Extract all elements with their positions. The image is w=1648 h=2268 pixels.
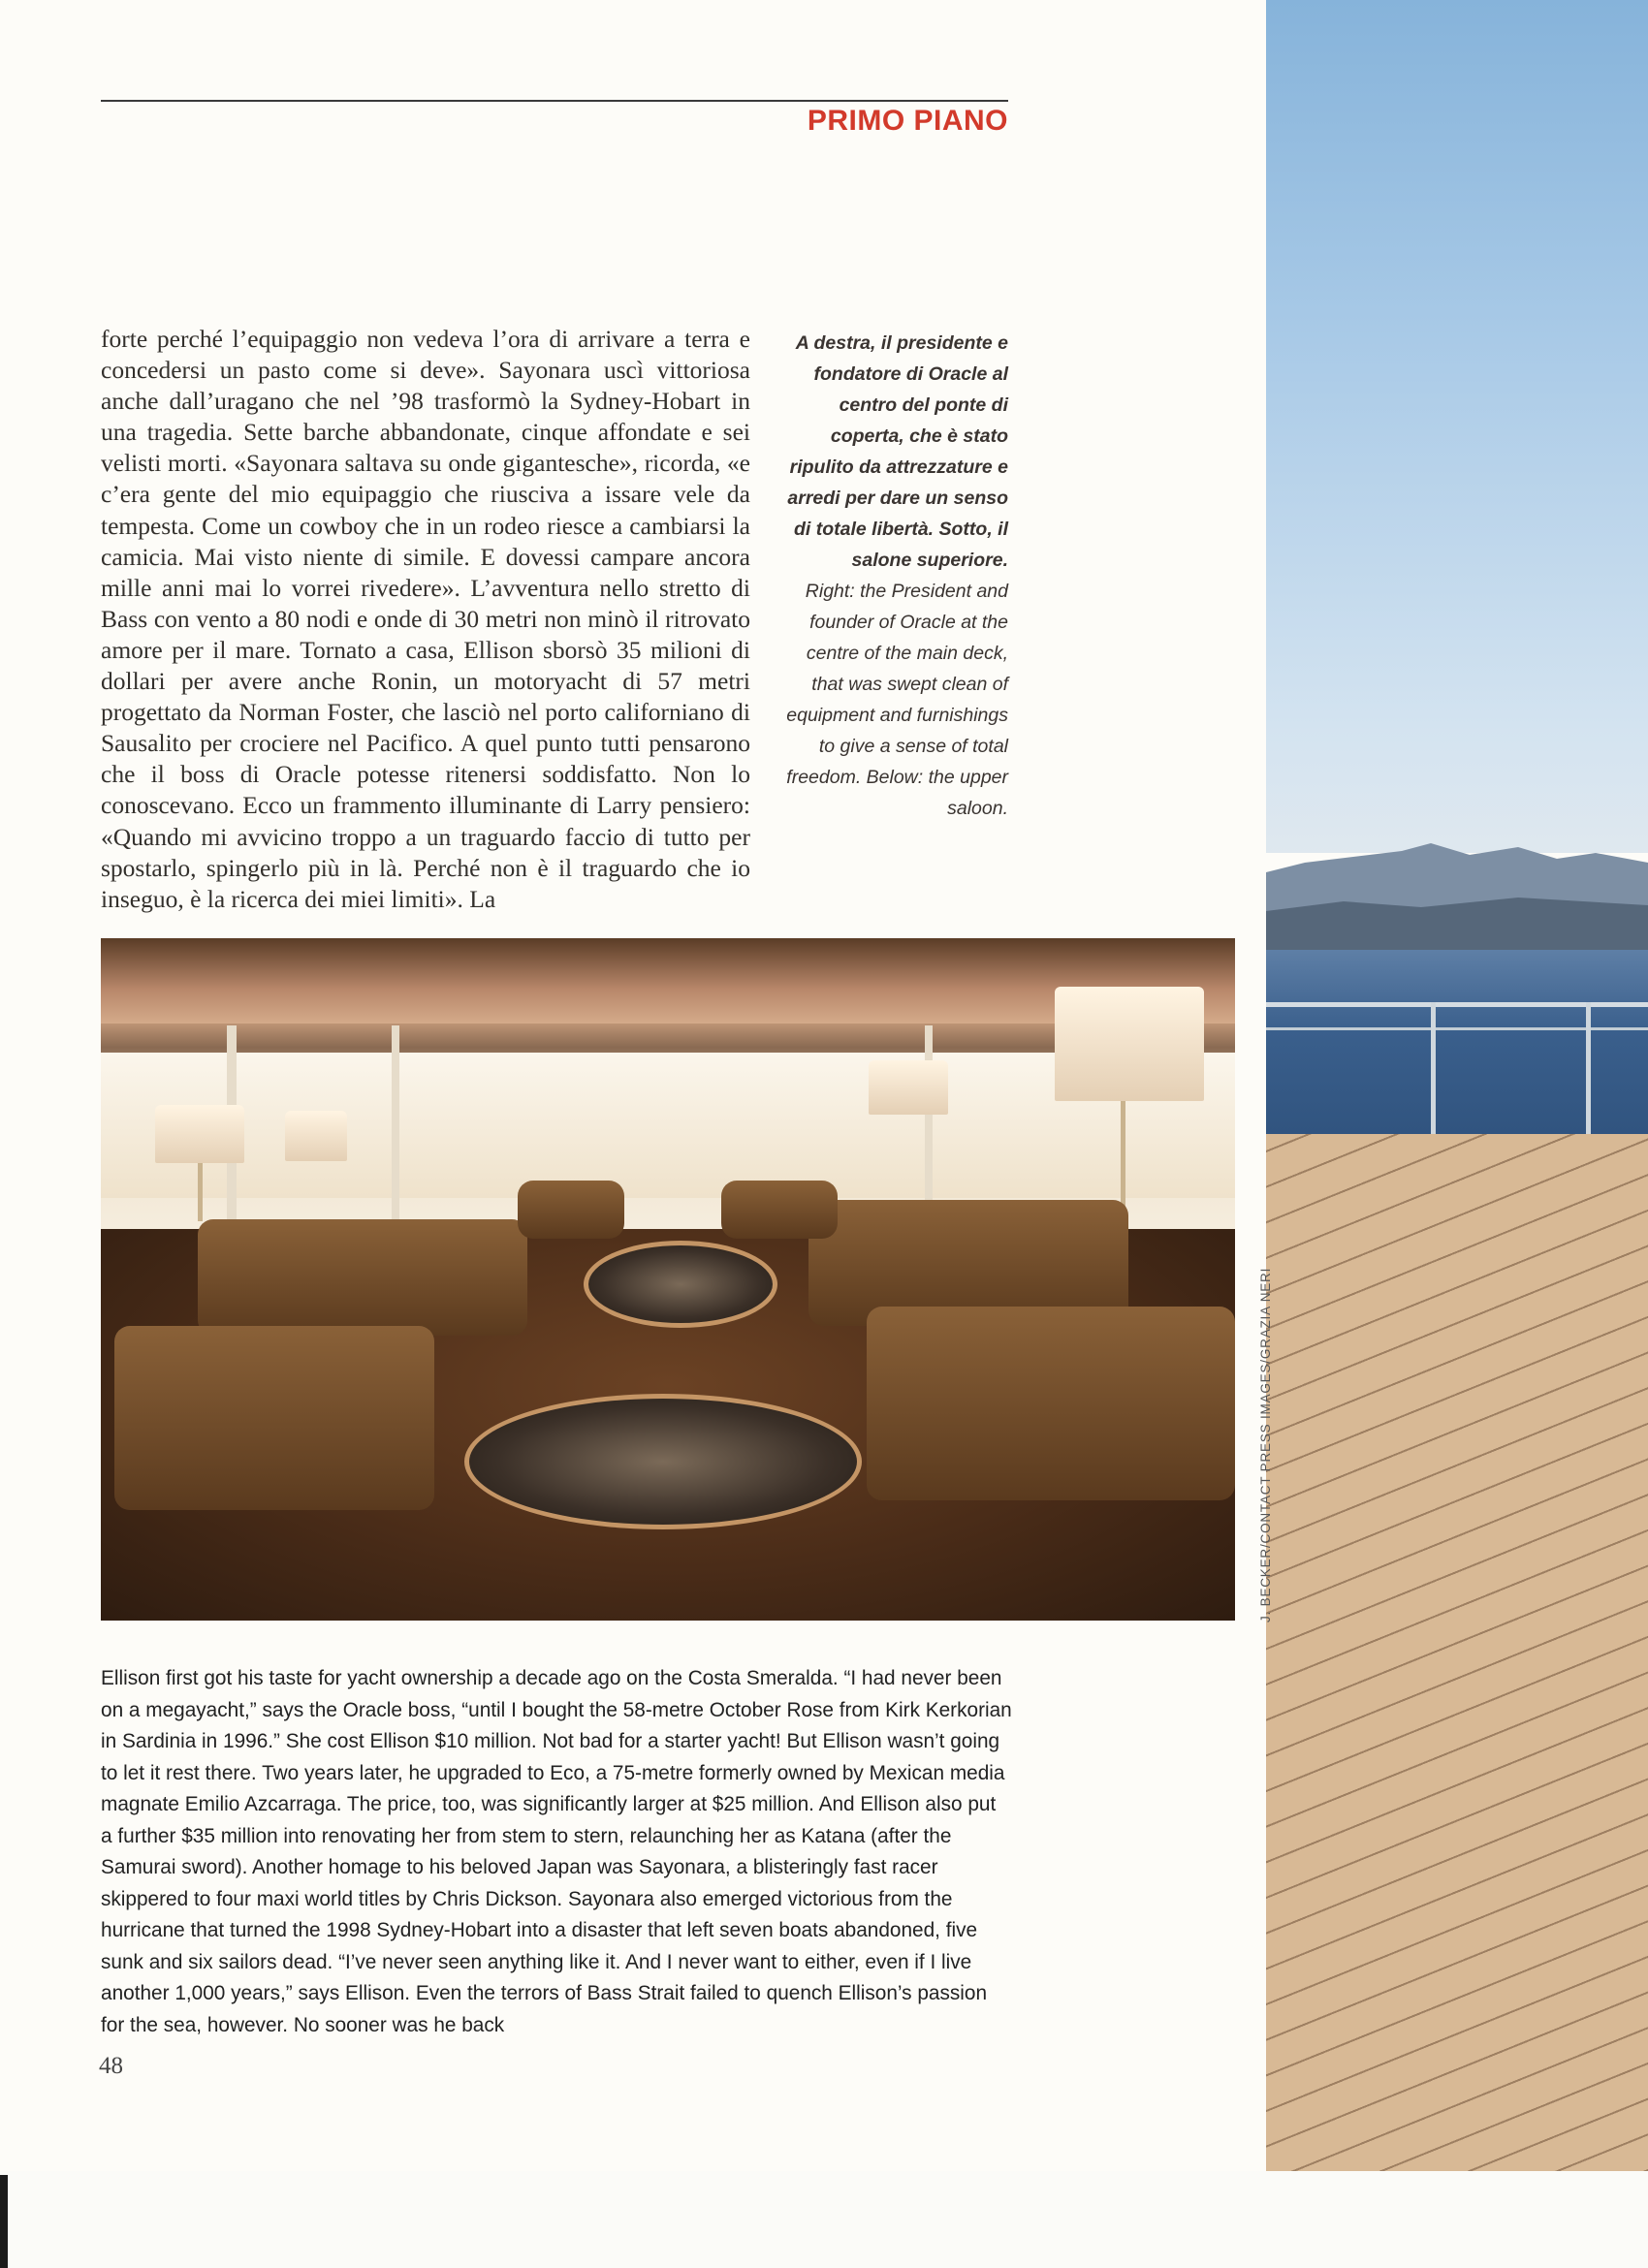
page-number: 48 bbox=[99, 2053, 123, 2079]
bottom-margin bbox=[0, 2171, 1648, 2268]
section-label: PRIMO PIANO bbox=[807, 105, 1008, 137]
photo-credit: J. BECKER/CONTACT PRESS IMAGES/GRAZIA NERI bbox=[1258, 1267, 1273, 1622]
scan-edge-mark bbox=[0, 2175, 8, 2268]
caption-italian: A destra, il presidente e fondatore di Oracle al centro del ponte di coperta, che è stato ripulito da attrezzature e arredi per dare un senso di totale libertà. Sotto, il salone superiore. bbox=[787, 332, 1008, 571]
header-rule bbox=[101, 100, 1008, 102]
caption-english: Right: the President and founder of Oracle at the centre of the main deck, that was swept clean of equipment and furnishings to give a sense of total freedom. Below: the upper saloon. bbox=[786, 581, 1008, 819]
italian-paragraph: forte perché l’equipaggio non vedeva l’ora di arrivare a terra e concedersi un pasto come si deve». Sayonara uscì vittoriosa anche dall’uragano che nel ’98 trasformò la Sydney-Hobart in una tragedia. Sette barche abbandonate, cinque affondate e sei velisti morti. «Sayonara saltava su onde gigantesche», ricorda, «e c’era gente del mio equipaggio che riusciva a issare vele da tempesta. Come un cowboy che in un rodeo riesce a cambiarsi la camicia. Mai visto niente di simile. E dovessi campare ancora mille anni mai lo vorrei rivedere». L’avventura nello stretto di Bass con vento a 80 nodi e onde di 30 metri non minò il ritrovato amore per il mare. Tornato a casa, Ellison sborsò 35 milioni di dollari per avere anche Ronin, un motoryacht di 57 metri progettato da Norman Foster, che lasciò nel porto californiano di Sausalito per crociere nel Pacifico. A quel punto tutti pensarono che il boss di Oracle potesse ritenersi soddisfatto. Non lo conoscevano. Ecco un frammento illuminante di Larry pensiero: «Quando mi avvicino troppo a un traguardo faccio di tutto per spostarlo, spingerlo più in là. Perché non è il traguardo che io inseguo, è la ricerca dei miei limiti». La bbox=[101, 325, 750, 913]
italian-body-text bbox=[101, 324, 750, 915]
english-body-text bbox=[101, 1663, 1012, 2041]
english-paragraph: Ellison first got his taste for yacht ownership a decade ago on the Costa Smeralda. “I had never been on a megayacht,” says the Oracle boss, “until I bought the 58-metre October Rose from Kirk Kerkorian in Sardinia in 1996.” She cost Ellison $10 million. Not bad for a starter yacht! But Ellison wasn’t going to let it rest there. Two years later, he upgraded to Eco, a 75-metre formerly owned by Mexican media magnate Emilio Azcarraga. The price, too, was significantly larger at $25 million. And Ellison also put a further $35 million into renovating her from stem to stern, relaunching her as Katana (after the Samurai sword). Another homage to his beloved Japan was Sayonara, a blisteringly fast racer skippered to four maxi world titles by Chris Dickson. Sayonara also emerged victorious from the hurricane that turned the 1998 Sydney-Hobart into a disaster that left seven boats abandoned, five sunk and six sailors dead. “I’ve never seen anything like it. And I never want to either, even if I live another 1,000 years,” says Ellison. Even the terrors of Bass Strait failed to quench Ellison’s passion for the sea, however. No sooner was he back bbox=[101, 1667, 1012, 2036]
deck-photo bbox=[1266, 0, 1648, 2171]
salon-photo bbox=[101, 938, 1235, 1621]
photo-caption bbox=[772, 328, 1008, 824]
